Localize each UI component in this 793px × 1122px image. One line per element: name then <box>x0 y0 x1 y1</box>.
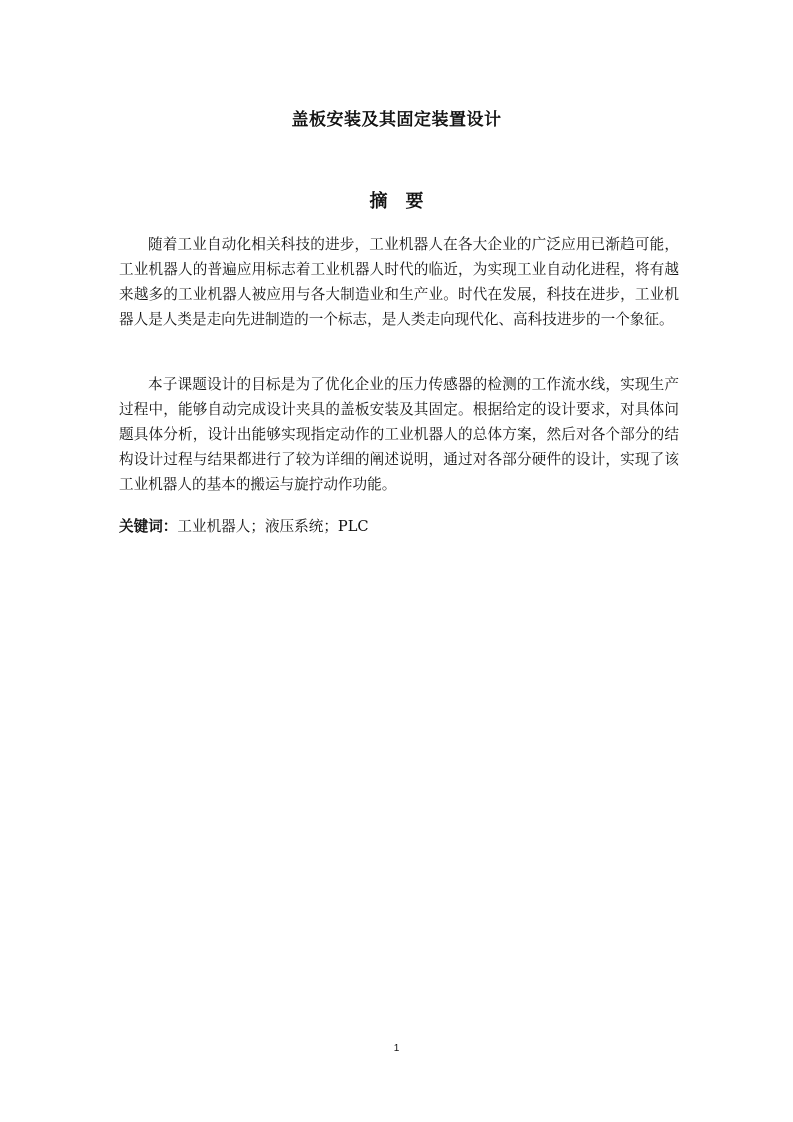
document-title: 盖板安装及其固定装置设计 <box>291 110 502 130</box>
abstract-paragraph-1: 随着工业自动化相关科技的进步，工业机器人在各大企业的广泛应用已渐趋可能，工业机器人的普遍应用标志着工业机器人时代的临近，为实现工业自动化进程，将有越来越多的工业机器人被应用与各大制造业和生产业。时代在发展，科技在进步，工业机器人是人类是走向先进制造的一个标志，是人类走向现代化、高科技进步的一个象征。 <box>119 236 679 328</box>
page-number: 1 <box>393 1043 400 1054</box>
abstract-paragraph-2: 本子课题设计的目标是为了优化企业的压力传感器的检测的工作流水线，实现生产过程中，能够自动完成设计夹具的盖板安装及其固定。根据给定的设计要求，对具体问题具体分析，设计出能够实现指定动作的工业机器人的总体方案，然后对各个部分的结构设计过程与结果都进行了较为详细的阐述说明，通过对各部分硬件的设计，实现了该工业机器人的基本的搬运与旋拧动作功能。 <box>119 376 679 493</box>
keywords-label: 关键词： <box>119 518 178 535</box>
abstract-heading: 摘要 <box>369 191 442 212</box>
keywords-line <box>119 514 679 539</box>
keywords-value: 工业机器人；液压系统；PLC <box>177 518 369 535</box>
